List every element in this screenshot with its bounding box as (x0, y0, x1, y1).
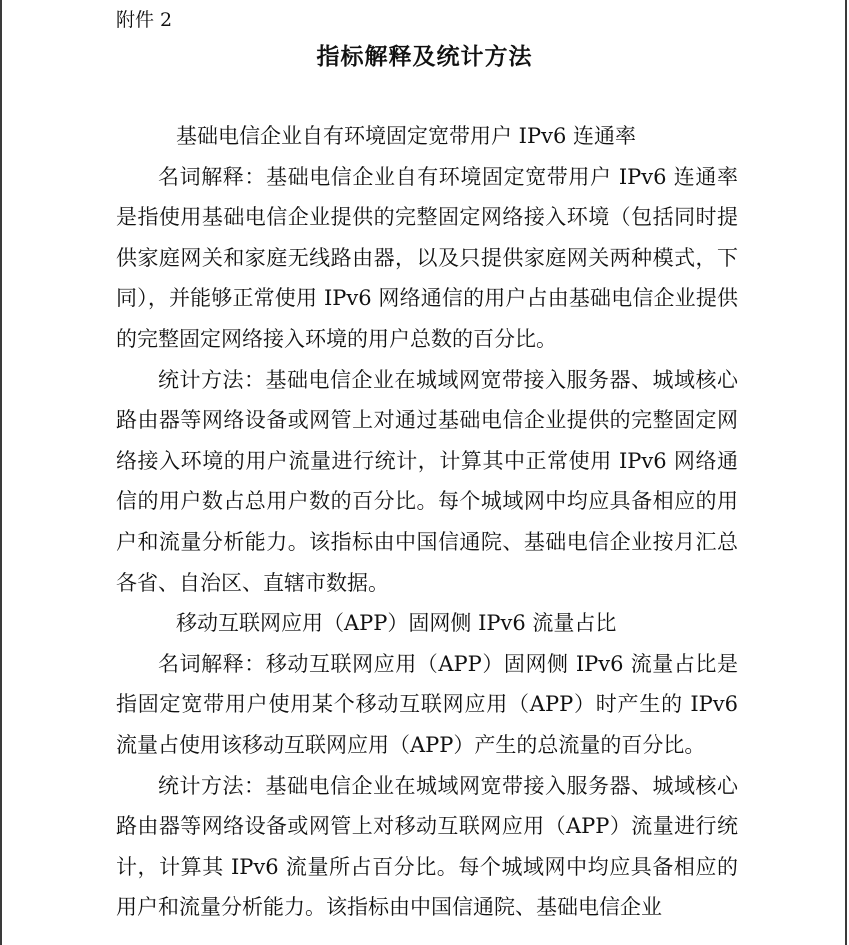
section-1-heading: 基础电信企业自有环境固定宽带用户 IPv6 连通率 (176, 124, 636, 148)
page-left-border (0, 0, 2, 945)
section-1-definition: 名词解释：基础电信企业自有环境固定宽带用户 IPv6 连通率是指使用基础电信企业提供的完整固定网络接入环境（包括同时提供家庭网关和家庭无线路由器，以及只提供家庭网关两种模式，下同），并能够正常使用 IPv6 网络通信的用户占由基础电信企业提供的完整固定网络接入环境的用户总数的百分比。 (116, 164, 738, 351)
document-title: 指标解释及统计方法 (316, 43, 533, 70)
section-1-method: 统计方法：基础电信企业在城域网宽带接入服务器、城域核心路由器等网络设备或网管上对通过基础电信企业提供的完整固定网络接入环境的用户流量进行统计，计算其中正常使用 IPv6 网络通信的用户数占总用户数的百分比。每个城域网中均应具备相应的用户和流量分析能力。该指标由中国信通院、基础电信企业按月汇总各省、自治区、直辖市数据。 (116, 367, 738, 595)
section-2-definition: 名词解释：移动互联网应用（APP）固网侧 IPv6 流量占比是指固定宽带用户使用某个移动互联网应用（APP）时产生的 IPv6 流量占使用该移动互联网应用（APP）产生的总流量的百分比。 (116, 651, 738, 757)
page-right-border (845, 0, 847, 945)
section-2-method: 统计方法：基础电信企业在城域网宽带接入服务器、城域核心路由器等网络设备或网管上对移动互联网应用（APP）流量进行统计，计算其 IPv6 流量所占百分比。每个城域网中均应具备相应的用户和流量分析能力。该指标由中国信通院、基础电信企业 (116, 773, 738, 920)
section-2-heading: 移动互联网应用（APP）固网侧 IPv6 流量占比 (176, 611, 617, 636)
document-body (116, 116, 738, 928)
annex-label: 附件 2 (116, 9, 173, 31)
